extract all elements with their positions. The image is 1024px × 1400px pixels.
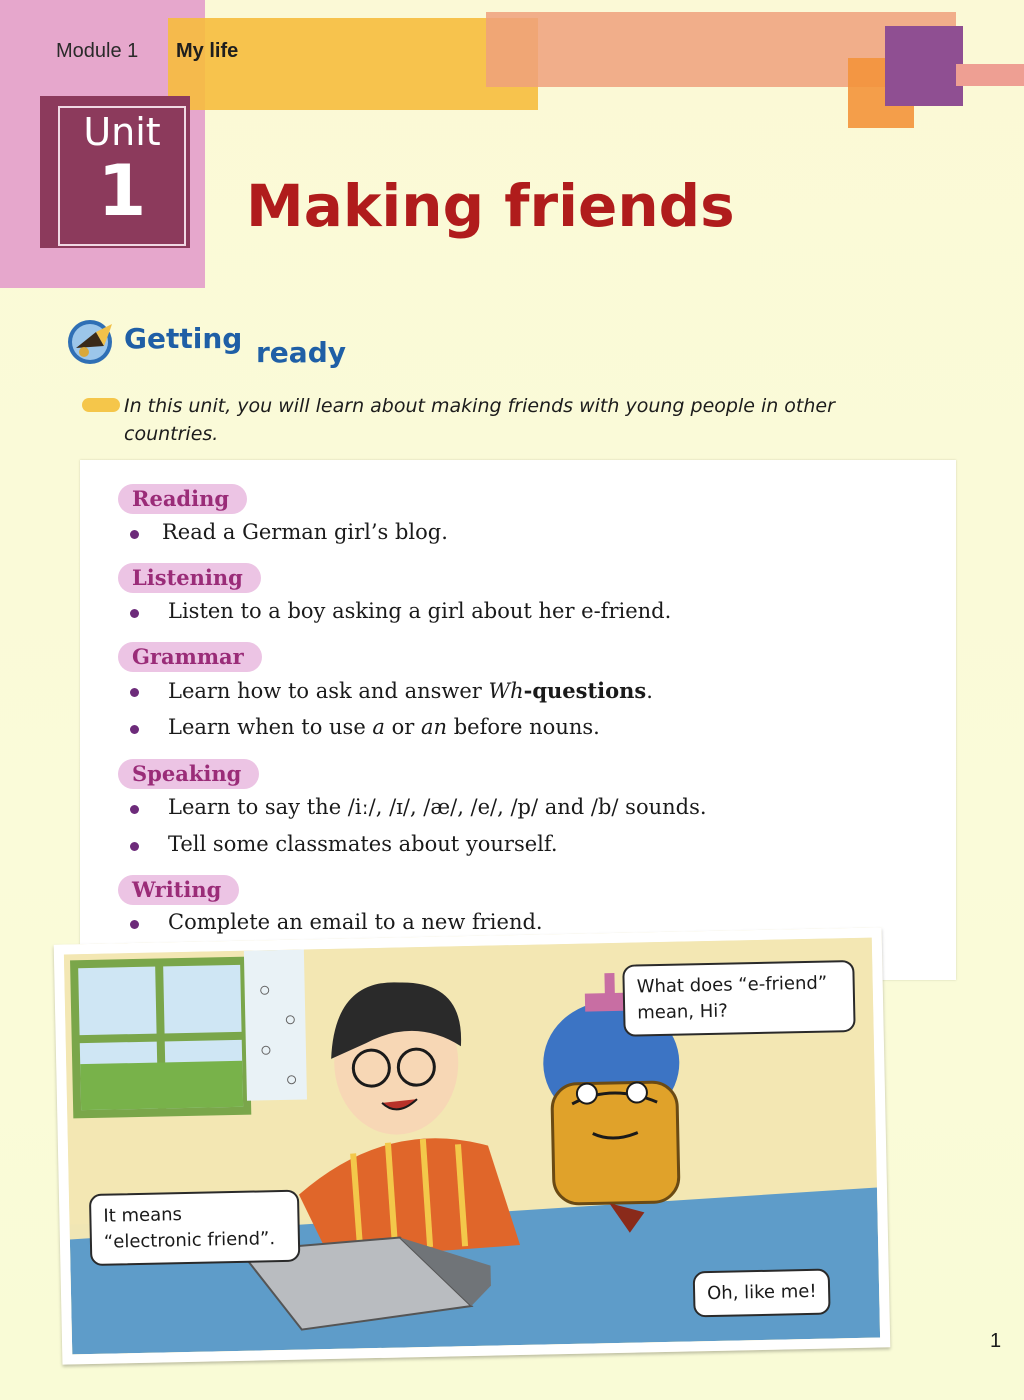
speech-bubble-boy-line-2: “electronic friend”. bbox=[103, 1228, 276, 1253]
header-decoration-strip bbox=[956, 64, 1024, 86]
module-title: My life bbox=[176, 40, 239, 62]
bullet bbox=[130, 688, 139, 697]
objective-speaking-2: Tell some classmates about yourself. bbox=[168, 832, 558, 856]
intro-marker bbox=[82, 398, 120, 412]
module-label: Module 1 bbox=[56, 40, 139, 62]
speech-bubble-robot-line-2: mean, Hi? bbox=[637, 1000, 729, 1024]
objective-grammar-2-text-b: before nouns. bbox=[447, 715, 600, 739]
getting-ready-word-2: ready bbox=[256, 336, 346, 369]
bullet bbox=[130, 920, 139, 929]
bullet bbox=[130, 609, 139, 618]
section-label-reading: Reading bbox=[118, 484, 247, 514]
speech-bubble-robot-2: Oh, like me! bbox=[693, 1269, 831, 1318]
bullet bbox=[130, 530, 139, 539]
objective-grammar-1 bbox=[168, 678, 653, 703]
objective-grammar-2-article-an: an bbox=[421, 715, 448, 739]
speech-bubble-robot bbox=[622, 960, 855, 1037]
megaphone-icon bbox=[66, 316, 120, 366]
header-decoration-orange bbox=[168, 18, 538, 110]
speech-bubble-robot-line-1: What does “e-friend” bbox=[636, 972, 828, 998]
objective-grammar-2 bbox=[168, 715, 600, 739]
objective-grammar-2-or: or bbox=[384, 715, 421, 739]
objective-grammar-2-text-a: Learn when to use bbox=[168, 715, 373, 739]
objective-reading-1: Read a German girl’s blog. bbox=[162, 520, 448, 544]
unit-number: 1 bbox=[97, 150, 147, 232]
speech-bubble-boy bbox=[89, 1190, 300, 1266]
speech-bubble-boy-line-1: It means bbox=[103, 1204, 183, 1227]
section-label-listening: Listening bbox=[118, 563, 261, 593]
getting-ready-word-1: Getting bbox=[124, 322, 243, 355]
objective-speaking-1: Learn to say the /iː/, /ɪ/, /æ/, /e/, /p/ and /b/ sounds. bbox=[168, 795, 707, 819]
objective-grammar-2-article-a: a bbox=[372, 715, 385, 739]
section-label-grammar: Grammar bbox=[118, 642, 262, 672]
objective-writing-1: Complete an email to a new friend. bbox=[168, 910, 543, 934]
intro-text: In this unit, you will learn about making friends with young people in other countries. bbox=[124, 395, 835, 445]
objective-grammar-1-wh: Wh bbox=[488, 679, 524, 703]
objective-grammar-1-text: Learn how to ask and answer bbox=[168, 679, 489, 703]
comic-illustration bbox=[54, 927, 891, 1364]
bullet bbox=[130, 805, 139, 814]
objective-listening-1: Listen to a boy asking a girl about her e-friend. bbox=[168, 599, 672, 623]
bullet bbox=[130, 725, 139, 734]
page-title: Making friends bbox=[246, 172, 735, 240]
section-label-writing: Writing bbox=[118, 875, 239, 905]
page-number: 1 bbox=[990, 1330, 1002, 1352]
bullet bbox=[130, 842, 139, 851]
header-decoration-purple bbox=[885, 26, 963, 106]
unit-word: Unit bbox=[83, 110, 161, 154]
section-label-speaking: Speaking bbox=[118, 759, 259, 789]
objective-grammar-1-period: . bbox=[646, 679, 653, 703]
objective-grammar-1-questions: -questions bbox=[523, 678, 647, 703]
